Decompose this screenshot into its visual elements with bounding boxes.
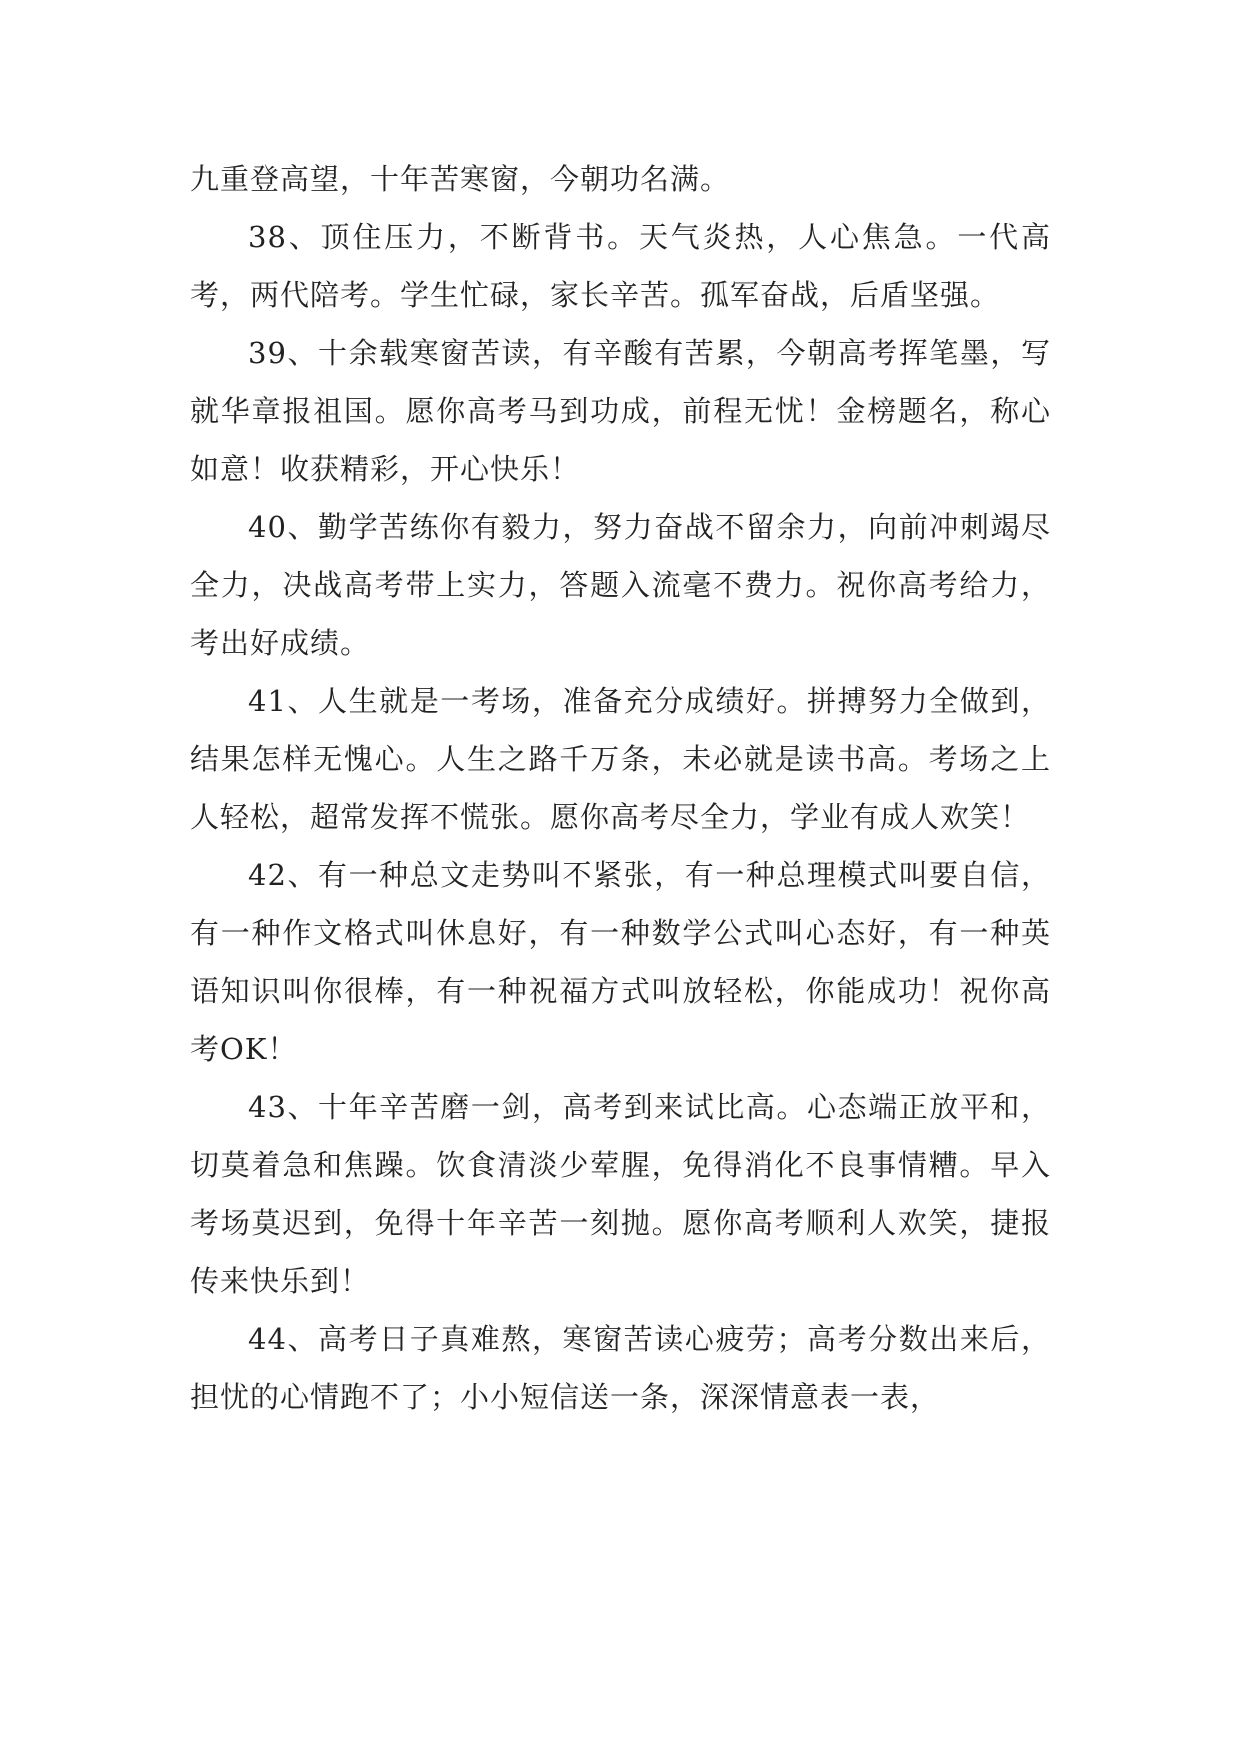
paragraph-44: 44、高考日子真难熬，寒窗苦读心疲劳；高考分数出来后，担忧的心情跑不了；小小短信送一条，深深情意表一表， xyxy=(190,1322,1051,1414)
paragraph-43: 43、十年辛苦磨一剑，高考到来试比高。心态端正放平和，切莫着急和焦躁。饮食清淡少荤腥，免得消化不良事情糟。早入考场莫迟到，免得十年辛苦一刻抛。愿你高考顺利人欢笑，捷报传来快乐到！ xyxy=(190,1090,1051,1298)
paragraph-continuation: 九重登高望，十年苦寒窗，今朝功名满。 xyxy=(190,162,731,196)
paragraph-39: 39、十余载寒窗苦读，有辛酸有苦累，今朝高考挥笔墨，写就华章报祖国。愿你高考马到功成，前程无忧！金榜题名，称心如意！收获精彩，开心快乐！ xyxy=(190,336,1051,486)
paragraph-42: 42、有一种总文走势叫不紧张，有一种总理模式叫要自信，有一种作文格式叫休息好，有一种数学公式叫心态好，有一种英语知识叫你很棒，有一种祝福方式叫放轻松，你能成功！祝你高考OK！ xyxy=(190,858,1051,1066)
paragraph-41: 41、人生就是一考场，准备充分成绩好。拼搏努力全做到，结果怎样无愧心。人生之路千万条，未必就是读书高。考场之上人轻松，超常发挥不慌张。愿你高考尽全力，学业有成人欢笑！ xyxy=(190,684,1051,834)
document-body xyxy=(190,150,1051,1426)
paragraph-38: 38、顶住压力，不断背书。天气炎热，人心焦急。一代高考，两代陪考。学生忙碌，家长辛苦。孤军奋战，后盾坚强。 xyxy=(190,220,1051,312)
paragraph-40: 40、勤学苦练你有毅力，努力奋战不留余力，向前冲刺竭尽全力，决战高考带上实力，答题入流毫不费力。祝你高考给力，考出好成绩。 xyxy=(190,510,1051,660)
